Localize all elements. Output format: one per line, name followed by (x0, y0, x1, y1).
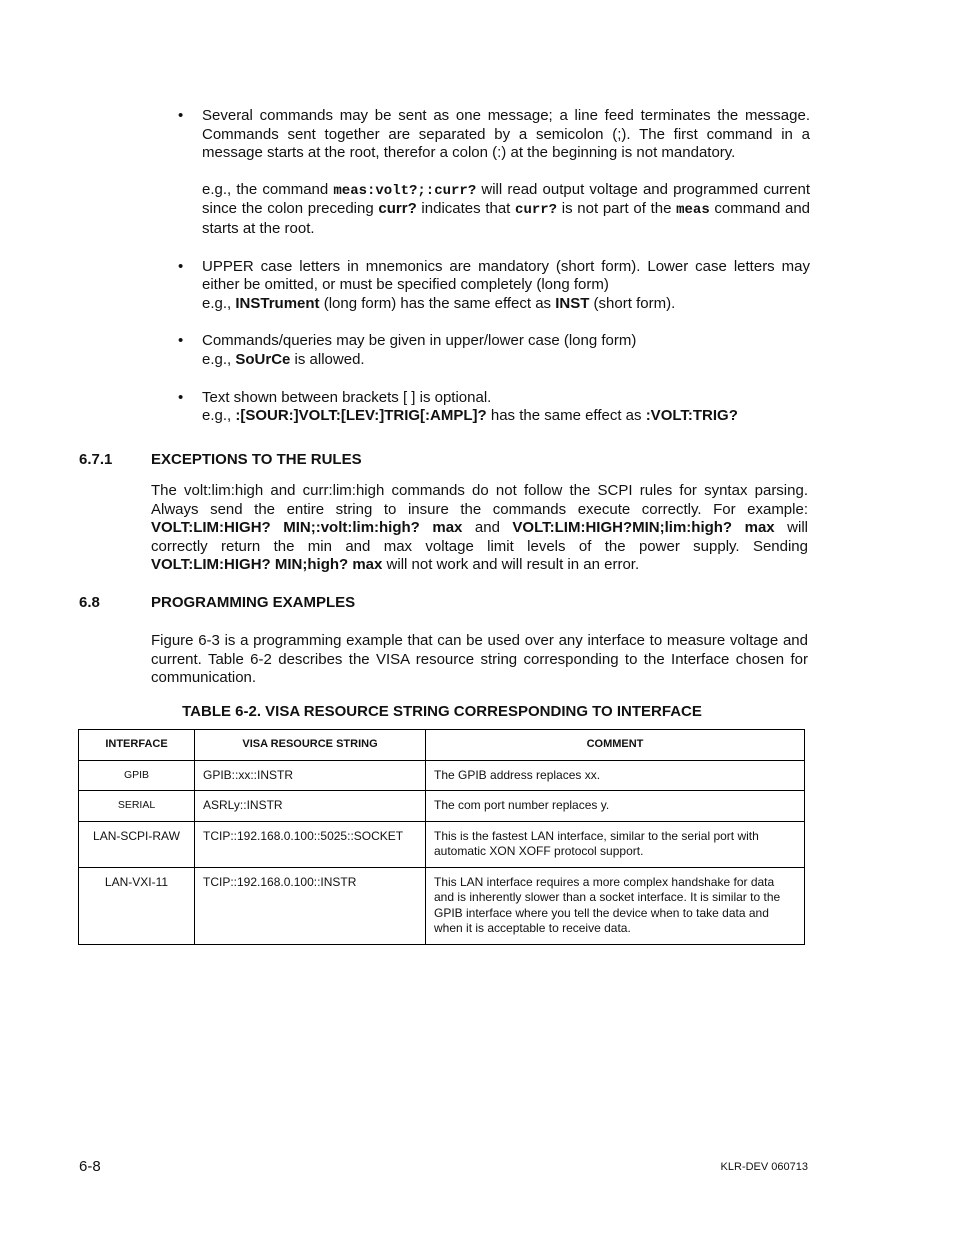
table-row (79, 821, 805, 867)
syntax-rules-list (176, 107, 810, 445)
cell-resource: ASRLy::INSTR (195, 791, 426, 822)
cell-interface: LAN-VXI-11 (79, 867, 195, 944)
bullet-icon: • (178, 257, 184, 275)
table-row (79, 867, 805, 944)
cell-resource: TCIP::192.168.0.100::INSTR (195, 867, 426, 944)
column-header-interface: INTERFACE (79, 730, 195, 761)
table-title: TABLE 6-2. VISA RESOURCE STRING CORRESPONDING TO INTERFACE (182, 703, 702, 720)
cell-comment: This LAN interface requires a more complex handshake for data and is inherently slower than a socket interface. It is similar to the GPIB interface where you tell the device when to take data and when it is acceptable to receive data. (426, 867, 805, 944)
table-row (79, 760, 805, 791)
exceptions-paragraph: The volt:lim:high and curr:lim:high commands do not follow the SCPI rules for syntax parsing. Always send the entire string to insure the commands execute correctly. For example: VOLT:LIM:HIGH? MIN;:volt:lim:high? max and VOLT:LIM:HIGH?MIN;lim:high? max will correctly return the min and max voltage limit levels of the power supply. Sending VOLT:LIM:HIGH? MIN;high? max will not work and will result in an error. (151, 482, 808, 574)
rule-text: UPPER case letters in mnemonics are mandatory (short form). Lower case letters may either be omitted, or must be specified completely (long form) (202, 257, 810, 294)
bullet-icon: • (178, 107, 184, 124)
list-item (176, 389, 810, 426)
section-heading-6-7-1 (79, 451, 362, 468)
column-header-resource: VISA RESOURCE STRING (195, 730, 426, 761)
cell-interface: LAN-SCPI-RAW (79, 821, 195, 867)
cell-comment: This is the fastest LAN interface, similar to the serial port with automatic XON XOFF protocol support. (426, 821, 805, 867)
rule-text: Text shown between brackets [ ] is optional. (202, 388, 492, 406)
bullet-icon: • (178, 388, 184, 406)
rule-text: Several commands may be sent as one message; a line feed terminates the message. Commands sent together are separated by a semicolon (;). The first command in a message starts at the root, therefor a colon (:) at the beginning is not mandatory. (202, 107, 810, 162)
document-id: KLR-DEV 060713 (720, 1161, 808, 1173)
column-header-comment: COMMENT (426, 730, 805, 761)
rule-example: e.g., INSTrument (long form) has the same effect as INST (short form). (202, 294, 676, 312)
cell-resource: GPIB::xx::INSTR (195, 760, 426, 791)
section-number: 6.8 (79, 594, 100, 611)
list-item (176, 107, 810, 239)
cell-resource: TCIP::192.168.0.100::5025::SOCKET (195, 821, 426, 867)
list-item (176, 258, 810, 314)
bullet-icon: • (178, 332, 184, 350)
section-title: PROGRAMMING EXAMPLES (151, 594, 356, 611)
rule-example: e.g., the command meas:volt?;:curr? will read output voltage and programmed current since the colon preceding curr? indicates that curr? is not part of the meas command and starts at the root. (202, 180, 811, 237)
table-row (79, 791, 805, 822)
section-number: 6.7.1 (79, 451, 113, 468)
section-heading-6-8 (79, 594, 355, 611)
rule-example: e.g., :[SOUR:]VOLT:[LEV:]TRIG[:AMPL]? has the same effect as :VOLT:TRIG? (202, 407, 738, 425)
section-title: EXCEPTIONS TO THE RULES (151, 451, 362, 468)
cell-interface: GPIB (79, 760, 195, 791)
rule-text: Commands/queries may be given in upper/lower case (long form) (202, 332, 637, 350)
visa-resource-table (78, 729, 805, 945)
rule-example: e.g., SoUrCe is allowed. (202, 350, 365, 368)
list-item (176, 332, 810, 369)
programming-examples-paragraph: Figure 6-3 is a programming example that can be used over any interface to measure voltage and current. Table 6-2 describes the VISA resource string corresponding to the Interface chosen for communication. (151, 632, 808, 687)
page-number: 6-8 (79, 1158, 101, 1175)
table-header-row (79, 730, 805, 761)
cell-comment: The GPIB address replaces xx. (426, 760, 805, 791)
cell-interface: SERIAL (79, 791, 195, 822)
cell-comment: The com port number replaces y. (426, 791, 805, 822)
